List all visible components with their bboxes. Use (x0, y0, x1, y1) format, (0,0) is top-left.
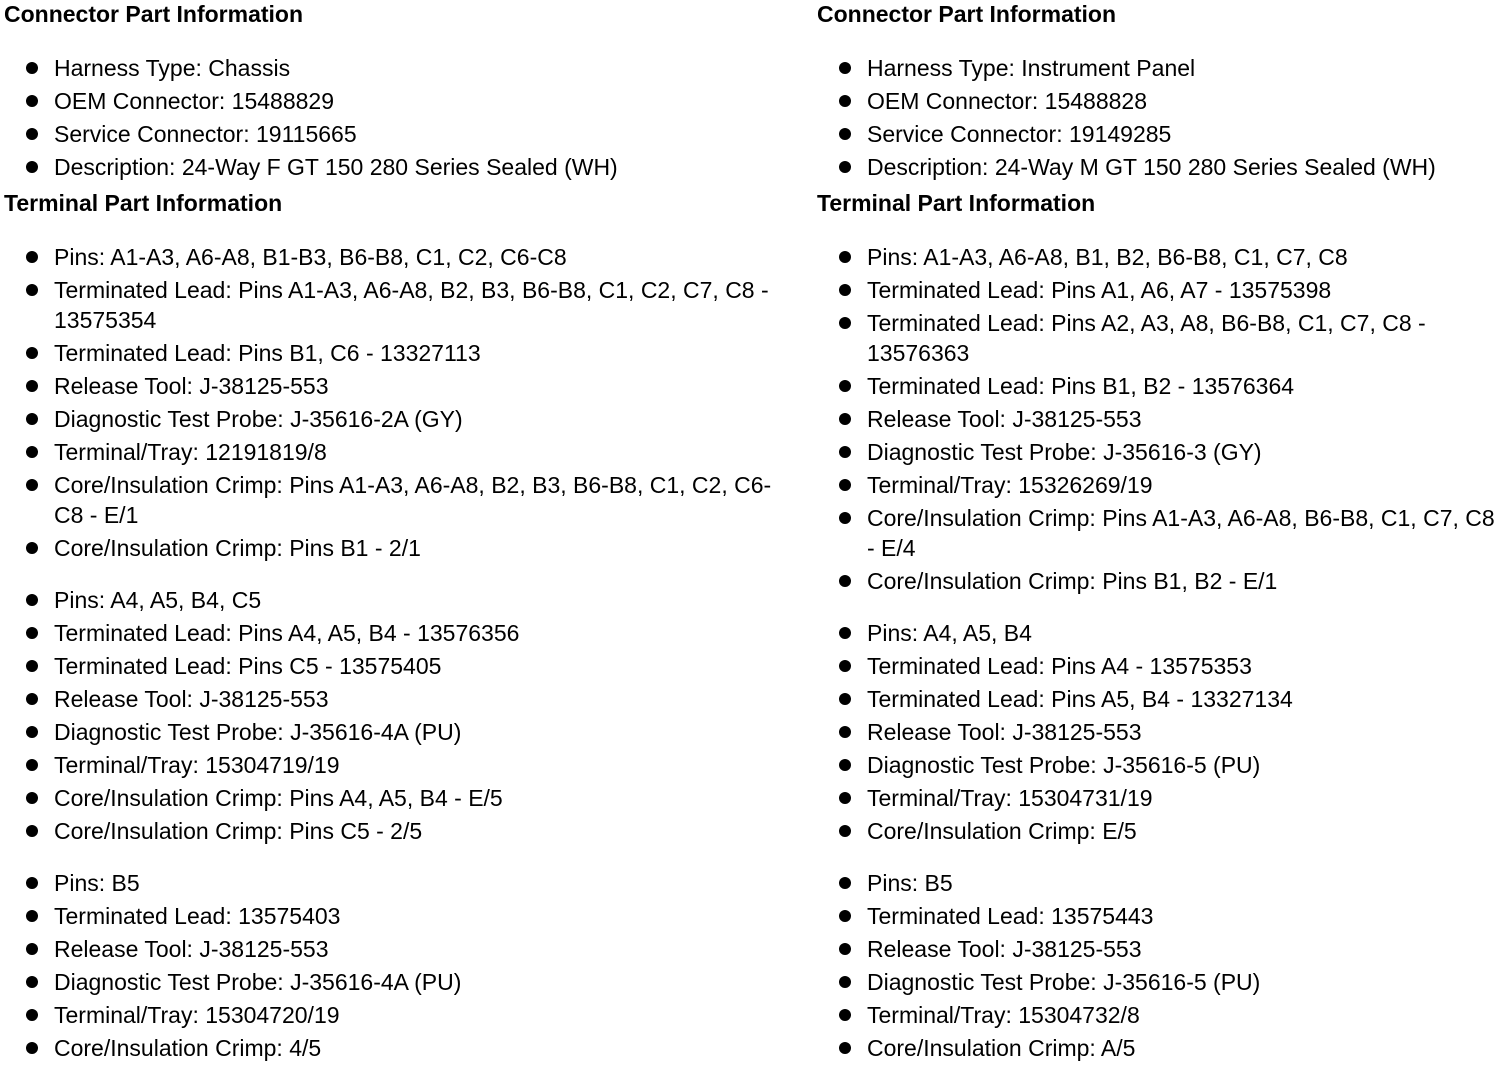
list-item: OEM Connector: 15488828 (817, 86, 1504, 116)
list-item: Pins: A4, A5, B4 (817, 618, 1504, 648)
list-item: Terminated Lead: 13575443 (817, 901, 1504, 931)
list-item: Diagnostic Test Probe: J-35616-3 (GY) (817, 437, 1504, 467)
list-item: Diagnostic Test Probe: J-35616-5 (PU) (817, 750, 1504, 780)
list-item: Pins: A1-A3, A6-A8, B1, B2, B6-B8, C1, C7, C8 (817, 242, 1504, 272)
list-item: Terminated Lead: Pins B1, C6 - 13327113 (4, 338, 794, 368)
list-item: Release Tool: J-38125-553 (4, 934, 794, 964)
list-item: Terminal/Tray: 15304732/8 (817, 1000, 1504, 1030)
list-item: Release Tool: J-38125-553 (817, 404, 1504, 434)
list-item: Terminal/Tray: 15304720/19 (4, 1000, 794, 1030)
list-item: OEM Connector: 15488829 (4, 86, 794, 116)
terminal-group-3 (817, 868, 1504, 1063)
list-item: Diagnostic Test Probe: J-35616-5 (PU) (817, 967, 1504, 997)
terminal-group-2 (817, 618, 1504, 846)
list-item: Core/Insulation Crimp: Pins B1 - 2/1 (4, 533, 794, 563)
list-item: Harness Type: Instrument Panel (817, 53, 1504, 83)
list-item: Core/Insulation Crimp: E/5 (817, 816, 1504, 846)
terminal-part-heading: Terminal Part Information (817, 190, 1096, 216)
connector-info-list (4, 53, 804, 182)
list-item: Release Tool: J-38125-553 (817, 717, 1504, 747)
list-item: Core/Insulation Crimp: Pins A1-A3, A6-A8, B2, B3, B6-B8, C1, C2, C6-C8 - E/1 (4, 470, 794, 530)
list-item: Release Tool: J-38125-553 (817, 934, 1504, 964)
list-item: Terminated Lead: Pins C5 - 13575405 (4, 651, 794, 681)
list-item: Release Tool: J-38125-553 (4, 371, 794, 401)
list-item: Service Connector: 19115665 (4, 119, 794, 149)
list-item: Terminated Lead: Pins A2, A3, A8, B6-B8, C1, C7, C8 - 13576363 (817, 308, 1504, 368)
list-item: Service Connector: 19149285 (817, 119, 1504, 149)
list-item: Diagnostic Test Probe: J-35616-4A (PU) (4, 967, 794, 997)
terminal-group-3 (4, 868, 804, 1063)
list-item: Core/Insulation Crimp: Pins A4, A5, B4 - E/5 (4, 783, 794, 813)
list-item: Terminal/Tray: 15326269/19 (817, 470, 1504, 500)
list-item: Terminated Lead: Pins A4 - 13575353 (817, 651, 1504, 681)
list-item: Description: 24-Way M GT 150 280 Series Sealed (WH) (817, 152, 1504, 182)
connector-part-heading: Connector Part Information (817, 1, 1117, 27)
connector-info-list (817, 53, 1504, 182)
list-item: Harness Type: Chassis (4, 53, 794, 83)
list-item: Terminal/Tray: 15304719/19 (4, 750, 794, 780)
terminal-group-2 (4, 585, 804, 846)
terminal-part-heading: Terminal Part Information (4, 190, 283, 216)
list-item: Pins: A1-A3, A6-A8, B1-B3, B6-B8, C1, C2, C6-C8 (4, 242, 794, 272)
list-item: Terminated Lead: 13575403 (4, 901, 794, 931)
list-item: Terminal/Tray: 15304731/19 (817, 783, 1504, 813)
list-item: Terminated Lead: Pins A5, B4 - 13327134 (817, 684, 1504, 714)
list-item: Pins: B5 (4, 868, 794, 898)
list-item: Description: 24-Way F GT 150 280 Series Sealed (WH) (4, 152, 794, 182)
list-item: Terminated Lead: Pins A4, A5, B4 - 13576356 (4, 618, 794, 648)
list-item: Terminated Lead: Pins A1-A3, A6-A8, B2, B3, B6-B8, C1, C2, C7, C8 - 13575354 (4, 275, 794, 335)
terminal-group-1 (817, 242, 1504, 596)
list-item: Terminated Lead: Pins B1, B2 - 13576364 (817, 371, 1504, 401)
right-column (817, 0, 1504, 1066)
terminal-group-1 (4, 242, 804, 563)
list-item: Terminal/Tray: 12191819/8 (4, 437, 794, 467)
connector-part-heading: Connector Part Information (4, 1, 304, 27)
list-item: Core/Insulation Crimp: 4/5 (4, 1033, 794, 1063)
left-column (4, 0, 804, 1066)
list-item: Core/Insulation Crimp: A/5 (817, 1033, 1504, 1063)
list-item: Core/Insulation Crimp: Pins B1, B2 - E/1 (817, 566, 1504, 596)
list-item: Pins: A4, A5, B4, C5 (4, 585, 794, 615)
list-item: Diagnostic Test Probe: J-35616-4A (PU) (4, 717, 794, 747)
list-item: Core/Insulation Crimp: Pins A1-A3, A6-A8, B6-B8, C1, C7, C8 - E/4 (817, 503, 1504, 563)
list-item: Release Tool: J-38125-553 (4, 684, 794, 714)
list-item: Terminated Lead: Pins A1, A6, A7 - 13575398 (817, 275, 1504, 305)
list-item: Pins: B5 (817, 868, 1504, 898)
list-item: Core/Insulation Crimp: Pins C5 - 2/5 (4, 816, 794, 846)
list-item: Diagnostic Test Probe: J-35616-2A (GY) (4, 404, 794, 434)
